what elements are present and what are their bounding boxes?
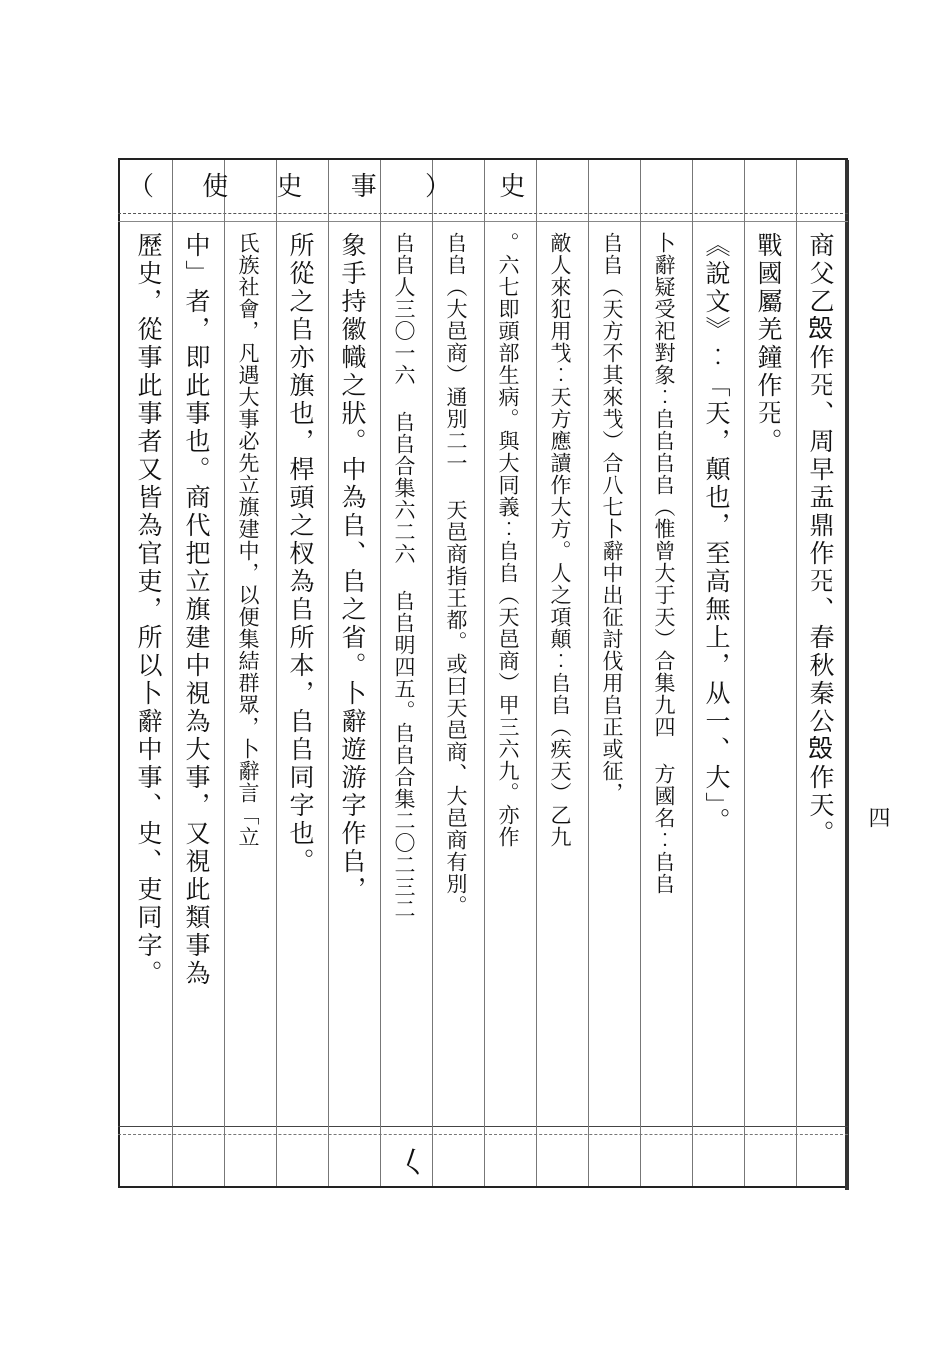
text-column: 歷史，從事此事者又皆為官吏，所以卜辭中事、史、吏同字。 — [134, 232, 163, 988]
footer-rule-secondary — [118, 1134, 848, 1135]
text-column: 戰國屬羌鐘作𠀘。 — [754, 232, 783, 456]
frame-edge — [845, 160, 849, 1190]
column-header: （ 使 史 事 ） 史 — [128, 172, 546, 202]
text-column: 卜辭疑受祀對象︰𠂤𠂤𠂤𠂤（惟曾大于天）合集九四 方國名︰𠂤𠂤 — [652, 232, 676, 895]
footer-rule — [118, 1126, 848, 1127]
text-column: 𠂤𠂤（天方不其來𢦏）合八七卜辭中出征討伐用𠂤正或征， — [600, 232, 624, 804]
page-number: 四 — [865, 806, 890, 828]
text-column: 𠂤𠂤（大邑商）通別二一 天邑商指王都。或曰天邑商、大邑商有別。 — [444, 232, 468, 917]
text-column: 所從之𠂤亦旗也，桿頭之杈為𠂤所本，𠂤𠂤同字也。 — [286, 232, 315, 876]
text-column: 敵人來犯用𢦏︰天方應讀作大方。人之項顛︰𠂤𠂤（疾天）乙九 — [548, 232, 572, 848]
text-column: 氏族社會，凡遇大事必先立旗建中，以便集結群眾，卜辭言「立 — [236, 232, 260, 848]
text-column: 象手持徽幟之狀。中為𠂤、𠂤之省。卜辭遊游字作𠂤， — [338, 232, 367, 904]
text-column: 𠂤𠂤人三〇一六 𠂤𠂤合集六二六 𠂤𠂤明四五。𠂤𠂤合集二〇二三二 — [392, 232, 416, 920]
text-column: 中」者，即此事也。商代把立旗建中視為大事，又視此類事為 — [182, 232, 211, 988]
header-rule-secondary — [118, 221, 848, 222]
header-rule — [118, 213, 848, 214]
text-column: 。六七即頭部生病。與大同義︰𠂤𠂤（天邑商）甲三六九。亦作 — [496, 232, 520, 848]
text-column: 商父乙𣪕作𠀘、周早盂鼎作𠀘、春秋秦公𣪕作天。 — [806, 232, 835, 848]
footer-glyph: 𡿨 — [398, 1146, 428, 1181]
text-column: 《說文》︰「天，顛也，至高無上，从一、大」。 — [702, 232, 731, 836]
